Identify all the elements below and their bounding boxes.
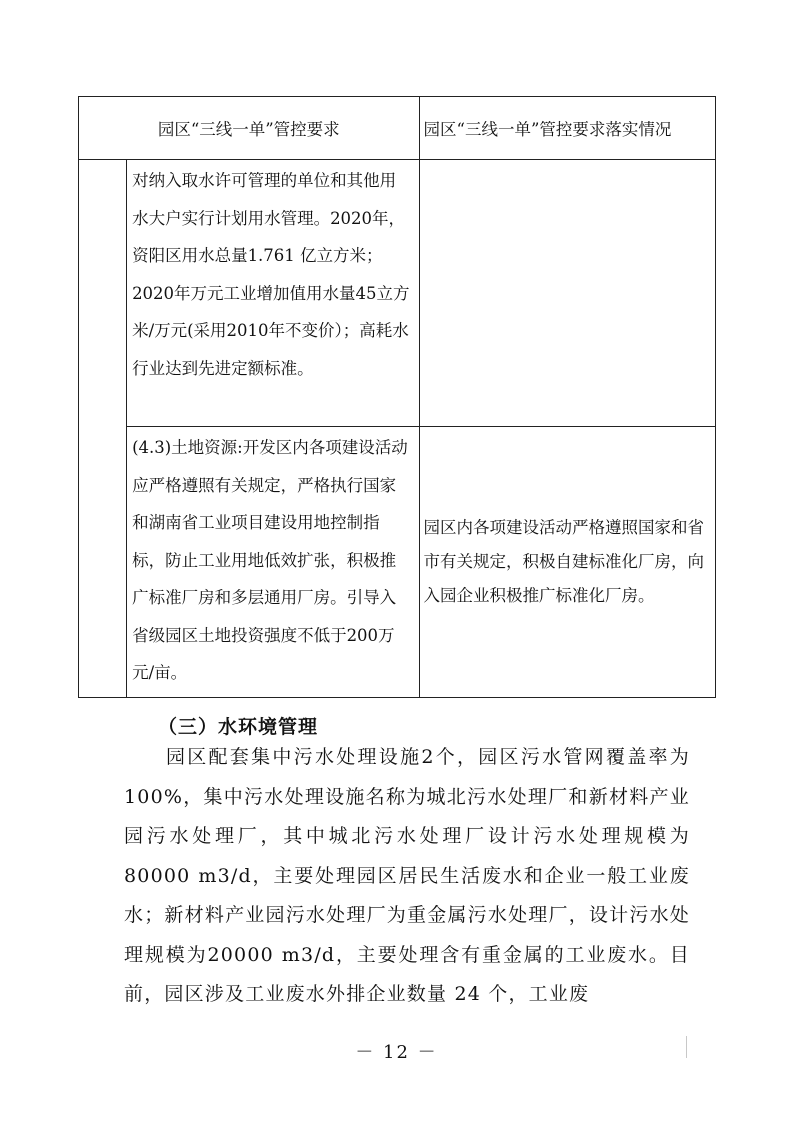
body-paragraph: 园区配套集中污水处理设施2个，园区污水管网覆盖率为100%，集中污水处理设施名称为城北污水处理厂和新材料产业园污水处理厂，其中城北污水处理厂设计污水处理规模为80000 m3/d，主要处理园区居民生活废水和企业一般工业废水；新材料产业园污水处理厂为重金属污水处理厂，设计污水处理规模为20000 m3/d，主要处理含有重金属的工业废水。目前，园区涉及工业废水外排企业数量 24 个，工业废 [124, 746, 690, 1005]
requirement-text: (4.3)土地资源:开发区内各项建设活动应严格遵照有关规定，严格执行国家和湖南省工业项目建设用地控制指标，防止工业用地低效扩张，积极推广标准厂房和多层通用厂房。引导入省级园区土地投资强度不低于200万元/亩。 [132, 438, 408, 682]
requirement-text: 对纳入取水许可管理的单位和其他用水大户实行计划用水管理。2020年，资阳区用水总量1.761 亿立方米；2020年万元工业增加值用水量45立方米/万元(采用2010年不变价）；高耗水行业达到先进定额标准。 [132, 171, 410, 378]
page-number: － 12 － [355, 1042, 438, 1063]
implementation-cell [419, 427, 715, 698]
table-header-row [79, 97, 716, 160]
implementation-cell [419, 160, 715, 427]
implementation-text: 园区内各项建设活动严格遵照国家和省市有关规定，积极自建标准化厂房，向入园企业积极推广标准化厂房。 [423, 518, 705, 605]
section-heading: （三）水环境管理 [158, 716, 319, 738]
table-row [79, 427, 716, 698]
requirement-cell [127, 160, 419, 427]
category-cell [79, 160, 127, 698]
margin-line [686, 1036, 687, 1058]
header-implementation: 园区“三线一单”管控要求落实情况 [419, 97, 715, 160]
table-row [79, 160, 716, 427]
header-requirements: 园区“三线一单”管控要求 [79, 97, 420, 160]
requirements-table [78, 96, 716, 698]
requirement-cell [127, 427, 419, 698]
